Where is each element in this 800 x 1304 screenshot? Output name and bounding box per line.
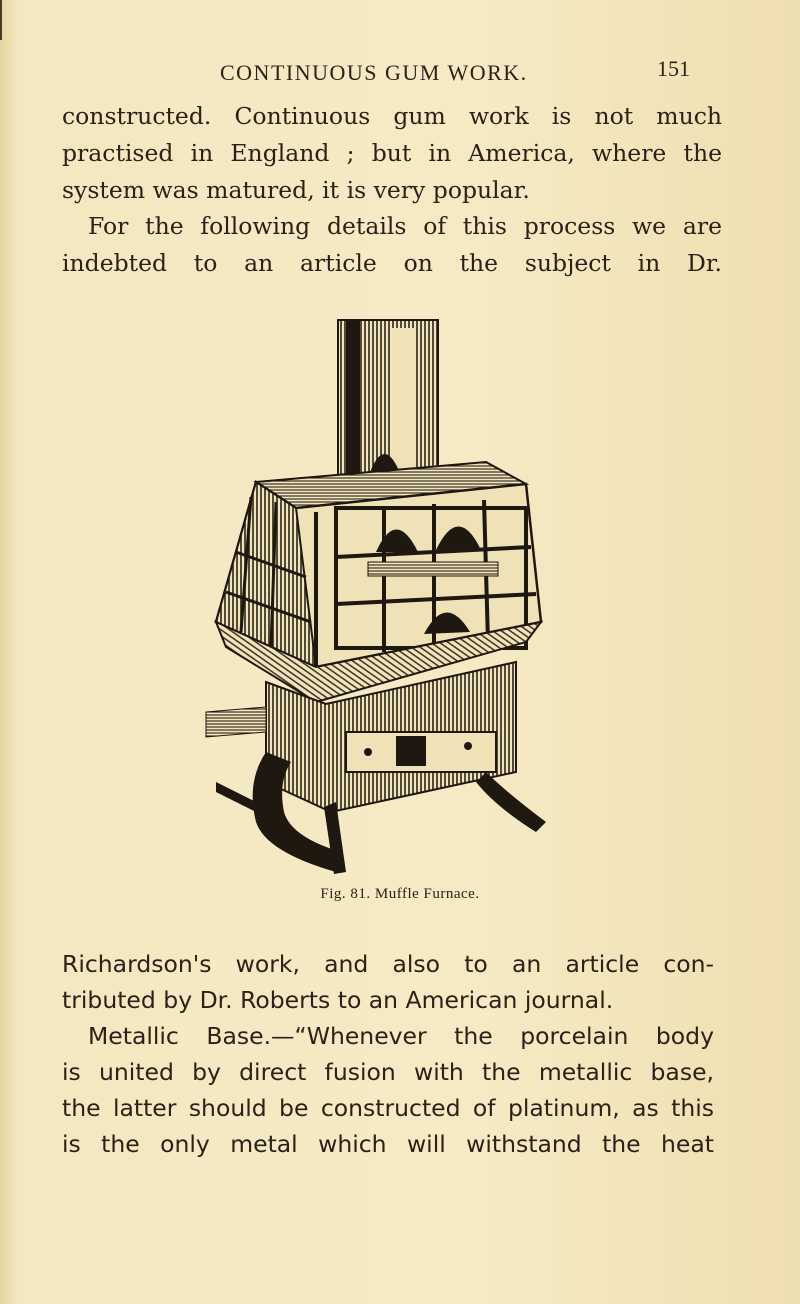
running-head: CONTINUOUS GUM WORK. — [220, 60, 528, 85]
text-line: For the following details of this process we are — [88, 212, 722, 240]
text-line: is united by direct fusion with the metallic base, — [62, 1058, 714, 1086]
text-line: system was matured, it is very popular. — [62, 176, 530, 204]
page-number: 151 — [657, 56, 690, 81]
paragraph-1 — [62, 98, 722, 209]
text-line: constructed. Continuous gum work is not much — [62, 102, 722, 130]
text-line: the latter should be constructed of platinum, as this — [62, 1094, 714, 1122]
muffle-furnace-illustration — [196, 312, 576, 882]
text-line: is the only metal which will withstand the heat — [62, 1130, 714, 1158]
text-line: practised in England ; but in America, where the — [62, 139, 722, 167]
text-line: indebted to an article on the subject in Dr. — [62, 249, 722, 277]
text-line: tributed by Dr. Roberts to an American journal. — [62, 986, 614, 1014]
paragraph-2 — [62, 208, 722, 282]
page-header — [60, 56, 690, 90]
page-edge-mark — [0, 0, 2, 40]
figure-caption: Fig. 81. Muffle Furnace. — [320, 886, 480, 902]
paragraph-3 — [62, 946, 714, 1018]
paragraph-4 — [62, 1018, 714, 1162]
text-line: Metallic Base.—“Whenever the porcelain body — [88, 1022, 714, 1050]
text-line: Richardson's work, and also to an article con- — [62, 950, 714, 978]
